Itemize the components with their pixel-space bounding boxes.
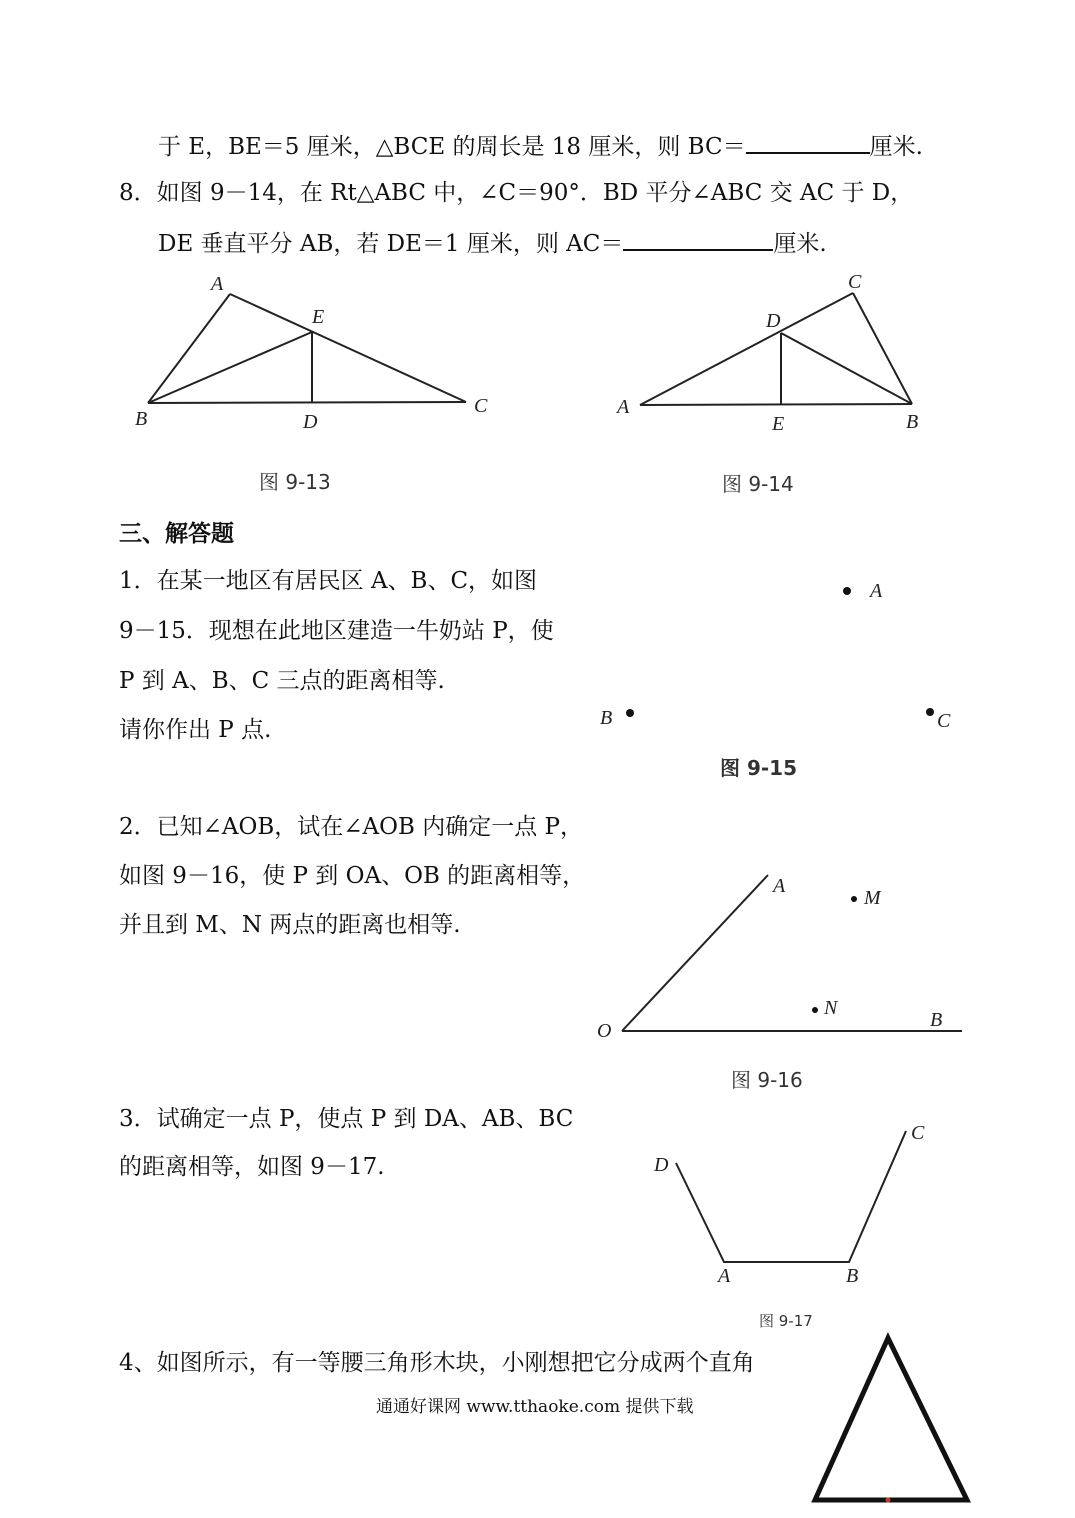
figure-caption-9-16: 图 9-16 [731, 1068, 803, 1092]
label-m: M [864, 887, 881, 909]
q8-unit: 厘米. [773, 231, 827, 257]
figure-caption-9-17: 图 9-17 [759, 1312, 813, 1330]
problem-1-line-4: 请你作出 P 点. [119, 717, 272, 743]
label-d: D [303, 411, 318, 433]
angle-aob [622, 875, 962, 1031]
label-d: D [766, 310, 781, 332]
problem-1-line-1: 1．在某一地区有居民区 A、B、C，如图 [119, 568, 538, 594]
label-c: C [911, 1122, 925, 1144]
label-d: D [654, 1154, 669, 1176]
q7-unit: 厘米. [869, 134, 923, 160]
label-b: B [600, 707, 613, 729]
problem-1-line-3: P 到 A、B、C 三点的距离相等. [119, 668, 445, 694]
label-e: E [772, 413, 785, 435]
point-c [926, 708, 934, 716]
problem-2-line-1: 2．已知∠AOB，试在∠AOB 内确定一点 P， [119, 814, 584, 840]
label-c: C [848, 271, 862, 293]
point-b [626, 709, 634, 717]
label-a: A [718, 1265, 731, 1287]
base-midpoint [886, 1498, 891, 1503]
polyline-dabc [676, 1131, 906, 1262]
point-n [812, 1007, 818, 1013]
label-b: B [135, 408, 148, 430]
label-c: C [474, 395, 488, 417]
problem-1-line-2: 9－15．现想在此地区建造一牛奶站 P，使 [119, 618, 554, 644]
label-b: B [846, 1265, 859, 1287]
figure-caption-9-14: 图 9-14 [722, 472, 794, 496]
q7-text: 于 E，BE＝5 厘米，△BCE 的周长是 18 厘米，则 BC＝ [158, 134, 746, 160]
problem-3-line-2: 的距离相等，如图 9－17. [119, 1154, 385, 1180]
label-b: B [930, 1009, 943, 1031]
label-n: N [824, 997, 838, 1019]
q8-text: DE 垂直平分 AB，若 DE＝1 厘米，则 AC＝ [158, 231, 624, 257]
problem-2-line-2: 如图 9－16，使 P 到 OA、OB 的距离相等， [119, 863, 586, 889]
label-a: A [870, 580, 883, 602]
label-c: C [937, 710, 951, 732]
figure-caption-9-13: 图 9-13 [259, 470, 331, 494]
label-a: A [773, 875, 786, 897]
problem-4-line-1: 4、如图所示，有一等腰三角形木块，小刚想把它分成两个直角 [119, 1350, 755, 1376]
page-footer: 通通好课网 www.tthaoke.com 提供下载 [376, 1397, 694, 1417]
triangle-abc-9-13 [148, 294, 466, 403]
label-a: A [617, 396, 630, 418]
figure-caption-9-15: 图 9-15 [720, 756, 798, 780]
isosceles-triangle [815, 1338, 967, 1500]
label-o: O [597, 1020, 612, 1042]
point-a [843, 587, 851, 595]
problem-3-line-1: 3．试确定一点 P，使点 P 到 DA、AB、BC [119, 1106, 574, 1132]
label-b: B [906, 411, 919, 433]
problem-2-line-3: 并且到 M、N 两点的距离也相等. [119, 912, 461, 938]
label-a: A [211, 273, 224, 295]
section-heading: 三、解答题 [119, 521, 234, 547]
question-8-line-1: 8．如图 9－14，在 Rt△ABC 中，∠C＝90°．BD 平分∠ABC 交 AC 于 D， [119, 180, 914, 206]
label-e: E [312, 306, 325, 328]
point-m [851, 896, 857, 902]
